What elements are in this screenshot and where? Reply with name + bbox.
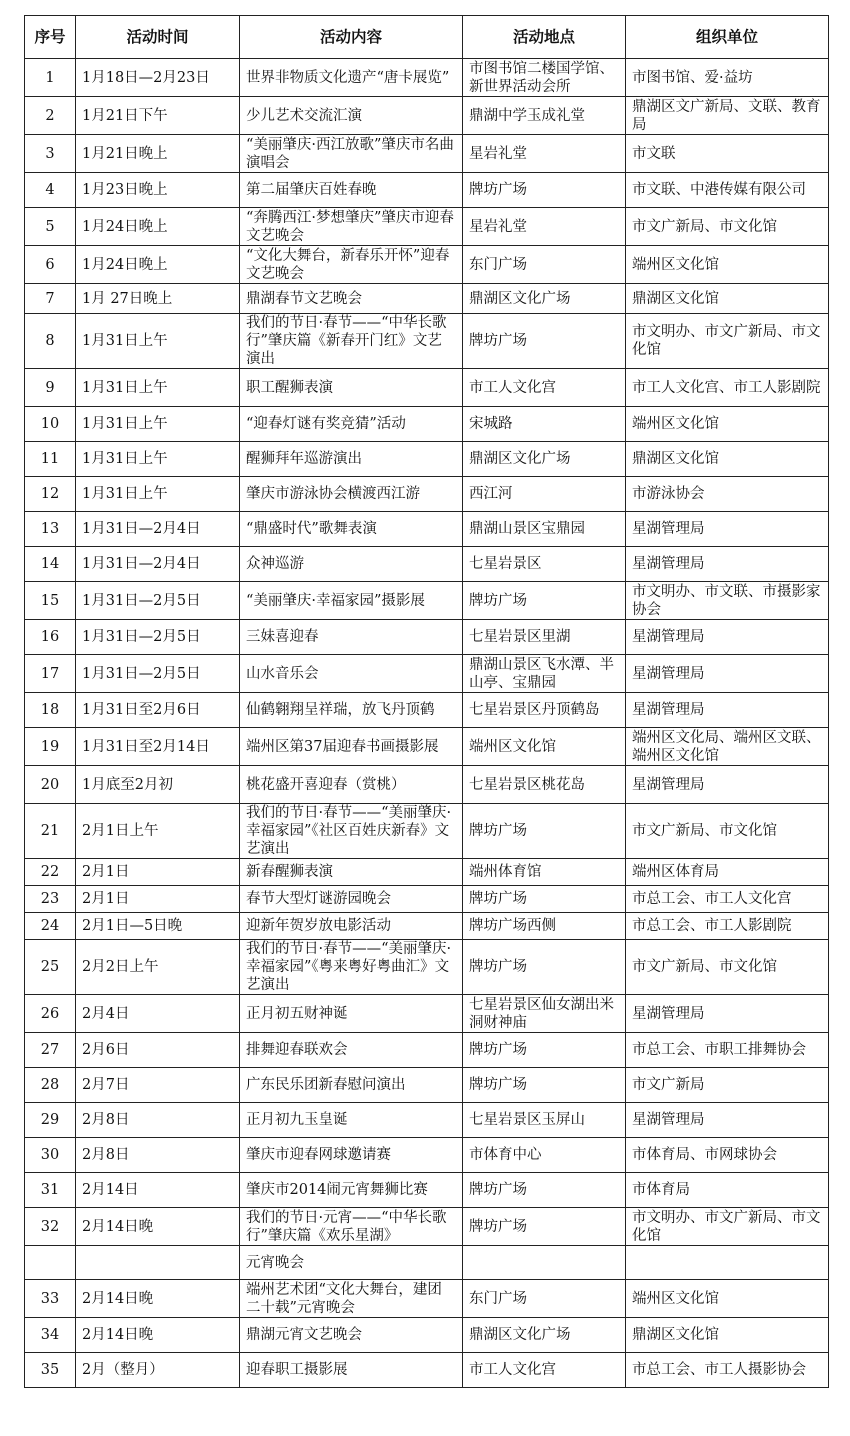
cell-index: 8 <box>25 314 76 369</box>
cell-time: 1月31日上午 <box>76 477 240 512</box>
cell-location: 牌坊广场 <box>463 582 626 620</box>
cell-index: 25 <box>25 940 76 995</box>
table-row <box>25 886 829 913</box>
cell-location: 七星岩景区 <box>463 547 626 582</box>
table-row <box>25 655 829 693</box>
cell-index: 9 <box>25 369 76 407</box>
cell-organizer: 市总工会、市工人影剧院 <box>626 913 829 940</box>
cell-location: 七星岩景区仙女湖出米洞财神庙 <box>463 995 626 1033</box>
table-row <box>25 284 829 314</box>
header-content: 活动内容 <box>240 16 463 59</box>
cell-content: 肇庆市游泳协会横渡西江游 <box>240 477 463 512</box>
cell-location: 牌坊广场 <box>463 886 626 913</box>
cell-organizer: 星湖管理局 <box>626 655 829 693</box>
activity-schedule-table <box>24 15 829 1388</box>
cell-location: 牌坊广场 <box>463 940 626 995</box>
cell-organizer: 星湖管理局 <box>626 693 829 728</box>
cell-index: 3 <box>25 135 76 173</box>
cell-content: 元宵晚会 <box>240 1246 463 1280</box>
header-time: 活动时间 <box>76 16 240 59</box>
cell-organizer: 市文广新局、市文化馆 <box>626 208 829 246</box>
cell-index: 18 <box>25 693 76 728</box>
cell-organizer: 鼎湖区文化馆 <box>626 442 829 477</box>
cell-organizer: 市文广新局 <box>626 1068 829 1103</box>
cell-index: 16 <box>25 620 76 655</box>
cell-content: 迎春职工摄影展 <box>240 1353 463 1388</box>
cell-content: 正月初五财神诞 <box>240 995 463 1033</box>
table-row <box>25 407 829 442</box>
cell-time: 2月14日晚 <box>76 1280 240 1318</box>
cell-location: 鼎湖中学玉成礼堂 <box>463 97 626 135</box>
cell-index: 21 <box>25 804 76 859</box>
cell-organizer: 星湖管理局 <box>626 1103 829 1138</box>
table-row <box>25 477 829 512</box>
cell-organizer: 鼎湖区文广新局、文联、教育局 <box>626 97 829 135</box>
cell-location: 牌坊广场 <box>463 1173 626 1208</box>
header-organizer: 组织单位 <box>626 16 829 59</box>
cell-location: 市图书馆二楼国学馆、新世界活动会所 <box>463 59 626 97</box>
cell-time: 1月底至2月初 <box>76 766 240 804</box>
table-row <box>25 1138 829 1173</box>
cell-index: 35 <box>25 1353 76 1388</box>
table-row <box>25 1103 829 1138</box>
cell-content: “奔腾西江·梦想肇庆”肇庆市迎春文艺晚会 <box>240 208 463 246</box>
cell-location: 鼎湖山景区宝鼎园 <box>463 512 626 547</box>
table-row <box>25 1353 829 1388</box>
table-row <box>25 804 829 859</box>
cell-organizer: 市文联、中港传媒有限公司 <box>626 173 829 208</box>
cell-index <box>25 1246 76 1280</box>
cell-location: 七星岩景区丹顶鹤岛 <box>463 693 626 728</box>
cell-organizer: 市文联 <box>626 135 829 173</box>
cell-index: 20 <box>25 766 76 804</box>
cell-index: 11 <box>25 442 76 477</box>
cell-content: 肇庆市2014闹元宵舞狮比赛 <box>240 1173 463 1208</box>
cell-index: 10 <box>25 407 76 442</box>
cell-organizer: 市总工会、市工人文化宫 <box>626 886 829 913</box>
cell-time: 2月14日晚 <box>76 1318 240 1353</box>
cell-location: 牌坊广场 <box>463 1068 626 1103</box>
cell-content: 鼎湖春节文艺晚会 <box>240 284 463 314</box>
cell-time: 2月6日 <box>76 1033 240 1068</box>
table-row <box>25 995 829 1033</box>
cell-time: 2月1日—5日晚 <box>76 913 240 940</box>
cell-time: 1月31日至2月6日 <box>76 693 240 728</box>
cell-organizer: 市文明办、市文联、市摄影家协会 <box>626 582 829 620</box>
cell-content: 广东民乐团新春慰问演出 <box>240 1068 463 1103</box>
table-row <box>25 1280 829 1318</box>
cell-organizer: 市总工会、市工人摄影协会 <box>626 1353 829 1388</box>
cell-time: 1月31日—2月5日 <box>76 655 240 693</box>
table-row <box>25 97 829 135</box>
table-row <box>25 246 829 284</box>
cell-time: 1月31日上午 <box>76 314 240 369</box>
cell-time <box>76 1246 240 1280</box>
cell-index: 17 <box>25 655 76 693</box>
cell-index: 24 <box>25 913 76 940</box>
table-row <box>25 766 829 804</box>
cell-content: 职工醒狮表演 <box>240 369 463 407</box>
cell-location: 七星岩景区里湖 <box>463 620 626 655</box>
cell-organizer: 鼎湖区文化馆 <box>626 284 829 314</box>
cell-organizer: 市文广新局、市文化馆 <box>626 940 829 995</box>
cell-organizer: 市体育局 <box>626 1173 829 1208</box>
cell-index: 19 <box>25 728 76 766</box>
table-row <box>25 728 829 766</box>
cell-content: 第二届肇庆百姓春晚 <box>240 173 463 208</box>
table-row <box>25 512 829 547</box>
cell-time: 1月24日晚上 <box>76 208 240 246</box>
cell-location: 市工人文化宫 <box>463 1353 626 1388</box>
header-location: 活动地点 <box>463 16 626 59</box>
table-row <box>25 314 829 369</box>
cell-content: “美丽肇庆·西江放歌”肇庆市名曲演唱会 <box>240 135 463 173</box>
cell-index: 22 <box>25 859 76 886</box>
table-row <box>25 1033 829 1068</box>
table-row <box>25 135 829 173</box>
cell-time: 1月31日—2月4日 <box>76 512 240 547</box>
table-body <box>25 59 829 1388</box>
cell-time: 1月31日—2月5日 <box>76 620 240 655</box>
cell-content: 排舞迎春联欢会 <box>240 1033 463 1068</box>
cell-content: “迎春灯谜有奖竞猜”活动 <box>240 407 463 442</box>
cell-location: 东门广场 <box>463 246 626 284</box>
table-row <box>25 173 829 208</box>
cell-index: 31 <box>25 1173 76 1208</box>
table-row <box>25 547 829 582</box>
cell-content: 桃花盛开喜迎春（赏桃） <box>240 766 463 804</box>
cell-content: 山水音乐会 <box>240 655 463 693</box>
cell-index: 34 <box>25 1318 76 1353</box>
cell-time: 2月8日 <box>76 1138 240 1173</box>
cell-time: 1月31日—2月4日 <box>76 547 240 582</box>
cell-location: 牌坊广场 <box>463 1033 626 1068</box>
cell-time: 1月23日晚上 <box>76 173 240 208</box>
cell-time: 2月1日 <box>76 886 240 913</box>
cell-index: 13 <box>25 512 76 547</box>
cell-content: 鼎湖元宵文艺晚会 <box>240 1318 463 1353</box>
cell-time: 1月24日晚上 <box>76 246 240 284</box>
cell-content: 正月初九玉皇诞 <box>240 1103 463 1138</box>
cell-content: 我们的节日·春节——“美丽肇庆·幸福家园”《粤来粤好粤曲汇》文艺演出 <box>240 940 463 995</box>
cell-location: 牌坊广场 <box>463 314 626 369</box>
cell-index: 33 <box>25 1280 76 1318</box>
cell-content: 端州艺术团“文化大舞台，建团二十载”元宵晚会 <box>240 1280 463 1318</box>
table-row <box>25 582 829 620</box>
cell-location: 市工人文化宫 <box>463 369 626 407</box>
cell-index: 27 <box>25 1033 76 1068</box>
cell-location: 七星岩景区桃花岛 <box>463 766 626 804</box>
table-row <box>25 913 829 940</box>
cell-time: 2月7日 <box>76 1068 240 1103</box>
cell-organizer: 端州区文化馆 <box>626 246 829 284</box>
table-row <box>25 1318 829 1353</box>
cell-location: 鼎湖区文化广场 <box>463 284 626 314</box>
cell-location: 端州区文化馆 <box>463 728 626 766</box>
table-row <box>25 620 829 655</box>
table-row <box>25 59 829 97</box>
cell-content: 仙鹤翱翔呈祥瑞，放飞丹顶鹤 <box>240 693 463 728</box>
cell-index: 4 <box>25 173 76 208</box>
cell-organizer: 星湖管理局 <box>626 995 829 1033</box>
cell-location: 鼎湖区文化广场 <box>463 1318 626 1353</box>
table-row <box>25 940 829 995</box>
cell-index: 30 <box>25 1138 76 1173</box>
cell-location <box>463 1246 626 1280</box>
cell-organizer: 端州区文化馆 <box>626 1280 829 1318</box>
cell-content: 众神巡游 <box>240 547 463 582</box>
cell-content: 我们的节日·春节——“中华长歌行”肇庆篇《新春开门红》文艺演出 <box>240 314 463 369</box>
cell-index: 23 <box>25 886 76 913</box>
cell-organizer <box>626 1246 829 1280</box>
cell-location: 端州体育馆 <box>463 859 626 886</box>
cell-location: 西江河 <box>463 477 626 512</box>
cell-index: 5 <box>25 208 76 246</box>
cell-index: 2 <box>25 97 76 135</box>
cell-content: “美丽肇庆·幸福家园”摄影展 <box>240 582 463 620</box>
cell-content: 迎新年贺岁放电影活动 <box>240 913 463 940</box>
table-header-row <box>25 16 829 59</box>
table-row <box>25 1208 829 1246</box>
cell-time: 2月14日 <box>76 1173 240 1208</box>
cell-index: 28 <box>25 1068 76 1103</box>
cell-location: 星岩礼堂 <box>463 208 626 246</box>
cell-content: 肇庆市迎春网球邀请赛 <box>240 1138 463 1173</box>
cell-organizer: 市图书馆、爱·益坊 <box>626 59 829 97</box>
cell-time: 1月31日上午 <box>76 369 240 407</box>
cell-index: 6 <box>25 246 76 284</box>
cell-organizer: 市体育局、市网球协会 <box>626 1138 829 1173</box>
cell-organizer: 端州区文化馆 <box>626 407 829 442</box>
table-row <box>25 859 829 886</box>
cell-time: 1月31日上午 <box>76 442 240 477</box>
cell-time: 1月31日—2月5日 <box>76 582 240 620</box>
cell-location: 市体育中心 <box>463 1138 626 1173</box>
cell-time: 1月21日晚上 <box>76 135 240 173</box>
cell-location: 鼎湖区文化广场 <box>463 442 626 477</box>
cell-index: 26 <box>25 995 76 1033</box>
cell-location: 牌坊广场 <box>463 173 626 208</box>
cell-index: 12 <box>25 477 76 512</box>
cell-content: 三妹喜迎春 <box>240 620 463 655</box>
table-row <box>25 369 829 407</box>
cell-time: 2月14日晚 <box>76 1208 240 1246</box>
cell-location: 星岩礼堂 <box>463 135 626 173</box>
cell-organizer: 端州区体育局 <box>626 859 829 886</box>
cell-location: 鼎湖山景区飞水潭、半山亭、宝鼎园 <box>463 655 626 693</box>
cell-index: 1 <box>25 59 76 97</box>
table-row <box>25 1173 829 1208</box>
cell-organizer: 市文明办、市文广新局、市文化馆 <box>626 1208 829 1246</box>
table-row <box>25 208 829 246</box>
cell-content: 少儿艺术交流汇演 <box>240 97 463 135</box>
cell-time: 1月31日上午 <box>76 407 240 442</box>
cell-location: 牌坊广场西侧 <box>463 913 626 940</box>
cell-index: 14 <box>25 547 76 582</box>
cell-content: “文化大舞台，新春乐开怀”迎春文艺晚会 <box>240 246 463 284</box>
cell-time: 1月21日下午 <box>76 97 240 135</box>
cell-organizer: 市工人文化宫、市工人影剧院 <box>626 369 829 407</box>
cell-location: 牌坊广场 <box>463 804 626 859</box>
cell-index: 32 <box>25 1208 76 1246</box>
cell-organizer: 星湖管理局 <box>626 547 829 582</box>
cell-time: 1月 27日晚上 <box>76 284 240 314</box>
cell-content: 春节大型灯谜游园晚会 <box>240 886 463 913</box>
cell-organizer: 星湖管理局 <box>626 766 829 804</box>
cell-time: 2月1日 <box>76 859 240 886</box>
cell-time: 1月31日至2月14日 <box>76 728 240 766</box>
cell-content: “鼎盛时代”歌舞表演 <box>240 512 463 547</box>
cell-content: 我们的节日·元宵——“中华长歌行”肇庆篇《欢乐星湖》 <box>240 1208 463 1246</box>
cell-index: 7 <box>25 284 76 314</box>
cell-organizer: 市游泳协会 <box>626 477 829 512</box>
cell-index: 29 <box>25 1103 76 1138</box>
cell-location: 牌坊广场 <box>463 1208 626 1246</box>
cell-location: 宋城路 <box>463 407 626 442</box>
table-row <box>25 693 829 728</box>
cell-organizer: 市总工会、市职工排舞协会 <box>626 1033 829 1068</box>
cell-time: 2月1日上午 <box>76 804 240 859</box>
cell-organizer: 市文明办、市文广新局、市文化馆 <box>626 314 829 369</box>
cell-content: 新春醒狮表演 <box>240 859 463 886</box>
cell-time: 2月2日上午 <box>76 940 240 995</box>
table-row <box>25 442 829 477</box>
cell-time: 2月4日 <box>76 995 240 1033</box>
cell-organizer: 星湖管理局 <box>626 512 829 547</box>
cell-organizer: 端州区文化局、端州区文联、端州区文化馆 <box>626 728 829 766</box>
cell-time: 1月18日—2月23日 <box>76 59 240 97</box>
cell-organizer: 市文广新局、市文化馆 <box>626 804 829 859</box>
cell-content: 世界非物质文化遗产“唐卡展览” <box>240 59 463 97</box>
cell-location: 七星岩景区玉屏山 <box>463 1103 626 1138</box>
header-index: 序号 <box>25 16 76 59</box>
cell-location: 东门广场 <box>463 1280 626 1318</box>
table-row <box>25 1068 829 1103</box>
cell-content: 端州区第37届迎春书画摄影展 <box>240 728 463 766</box>
cell-content: 我们的节日·春节——“美丽肇庆·幸福家园”《社区百姓庆新春》文艺演出 <box>240 804 463 859</box>
cell-organizer: 鼎湖区文化馆 <box>626 1318 829 1353</box>
cell-organizer: 星湖管理局 <box>626 620 829 655</box>
cell-index: 15 <box>25 582 76 620</box>
cell-time: 2月（整月） <box>76 1353 240 1388</box>
cell-time: 2月8日 <box>76 1103 240 1138</box>
table-row <box>25 1246 829 1280</box>
cell-content: 醒狮拜年巡游演出 <box>240 442 463 477</box>
